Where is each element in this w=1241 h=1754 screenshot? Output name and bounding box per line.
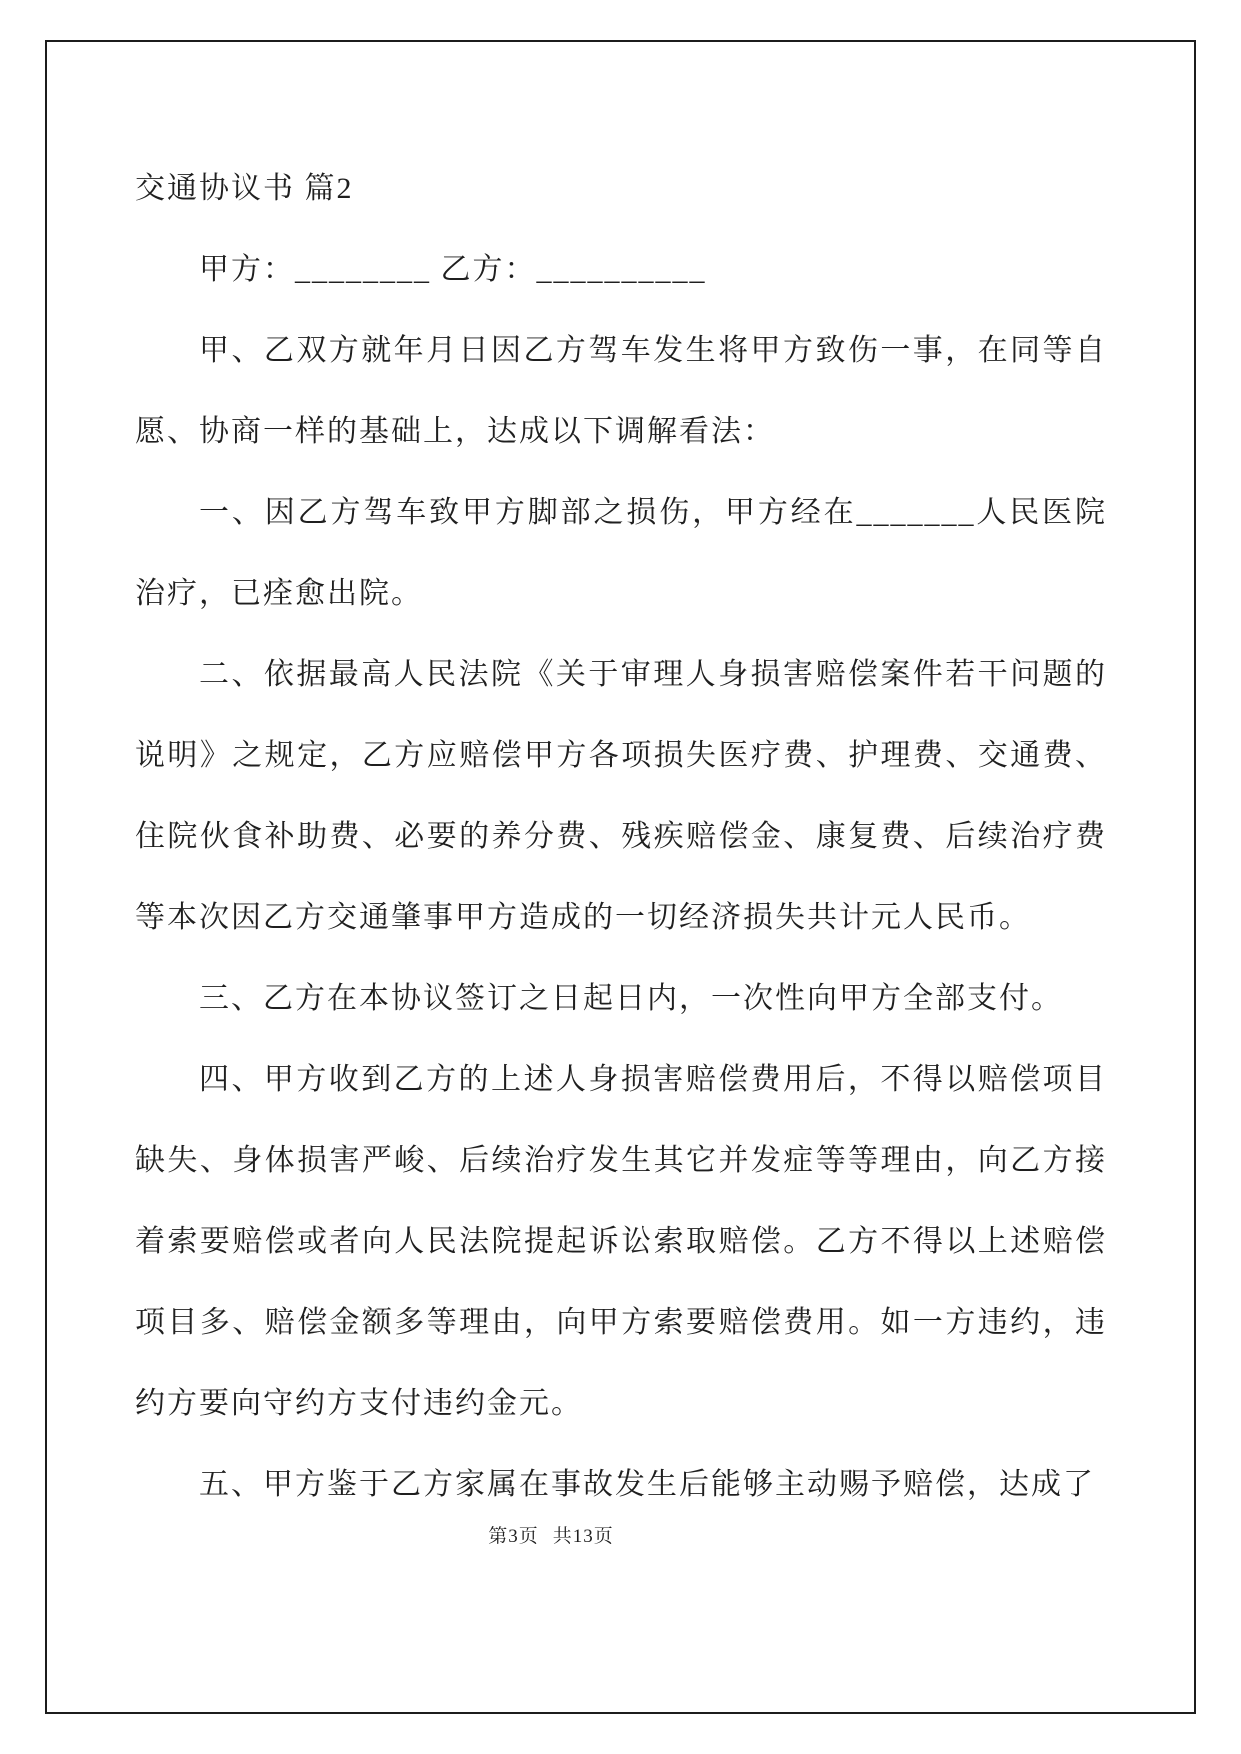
paragraph-clause-5: 五、甲方鉴于乙方家属在事故发生后能够主动赐予赔偿，达成了 bbox=[199, 1468, 1095, 1501]
paragraph-clause-1: 一、因乙方驾车致甲方脚部之损伤，甲方经在_______人民医院治疗，已痊愈出院。 bbox=[135, 496, 1107, 610]
document-title: 交通协议书 篇2 bbox=[135, 172, 354, 205]
paragraph-preamble: 甲、乙双方就年月日因乙方驾车发生将甲方致伤一事，在同等自愿、协商一样的基础上，达成以下调解看法： bbox=[135, 334, 1107, 448]
paragraph-clause-3: 三、乙方在本协议签订之日起日内，一次性向甲方全部支付。 bbox=[199, 982, 1063, 1015]
paragraph-parties: 甲方：________ 乙方：__________ bbox=[199, 253, 707, 286]
paragraph-clause-4: 四、甲方收到乙方的上述人身损害赔偿费用后，不得以赔偿项目缺失、身体损害严峻、后续治疗发生其它并发症等等理由，向乙方接着索要赔偿或者向人民法院提起诉讼索取赔偿。乙方不得以上述赔偿项目多、赔偿金额多等理由，向甲方索要赔偿费用。如一方违约，违约方要向守约方支付违约金元。 bbox=[135, 1063, 1107, 1420]
footer-current-page: 第3页 bbox=[488, 1526, 539, 1547]
paragraph-clause-2: 二、依据最高人民法院《关于审理人身损害赔偿案件若干问题的说明》之规定，乙方应赔偿甲方各项损失医疗费、护理费、交通费、住院伙食补助费、必要的养分费、残疾赔偿金、康复费、后续治疗费等本次因乙方交通肇事甲方造成的一切经济损失共计元人民币。 bbox=[135, 658, 1107, 934]
page-footer bbox=[46, 1521, 1056, 1548]
document-body bbox=[135, 0, 1107, 1525]
footer-total-pages: 共13页 bbox=[552, 1526, 614, 1547]
